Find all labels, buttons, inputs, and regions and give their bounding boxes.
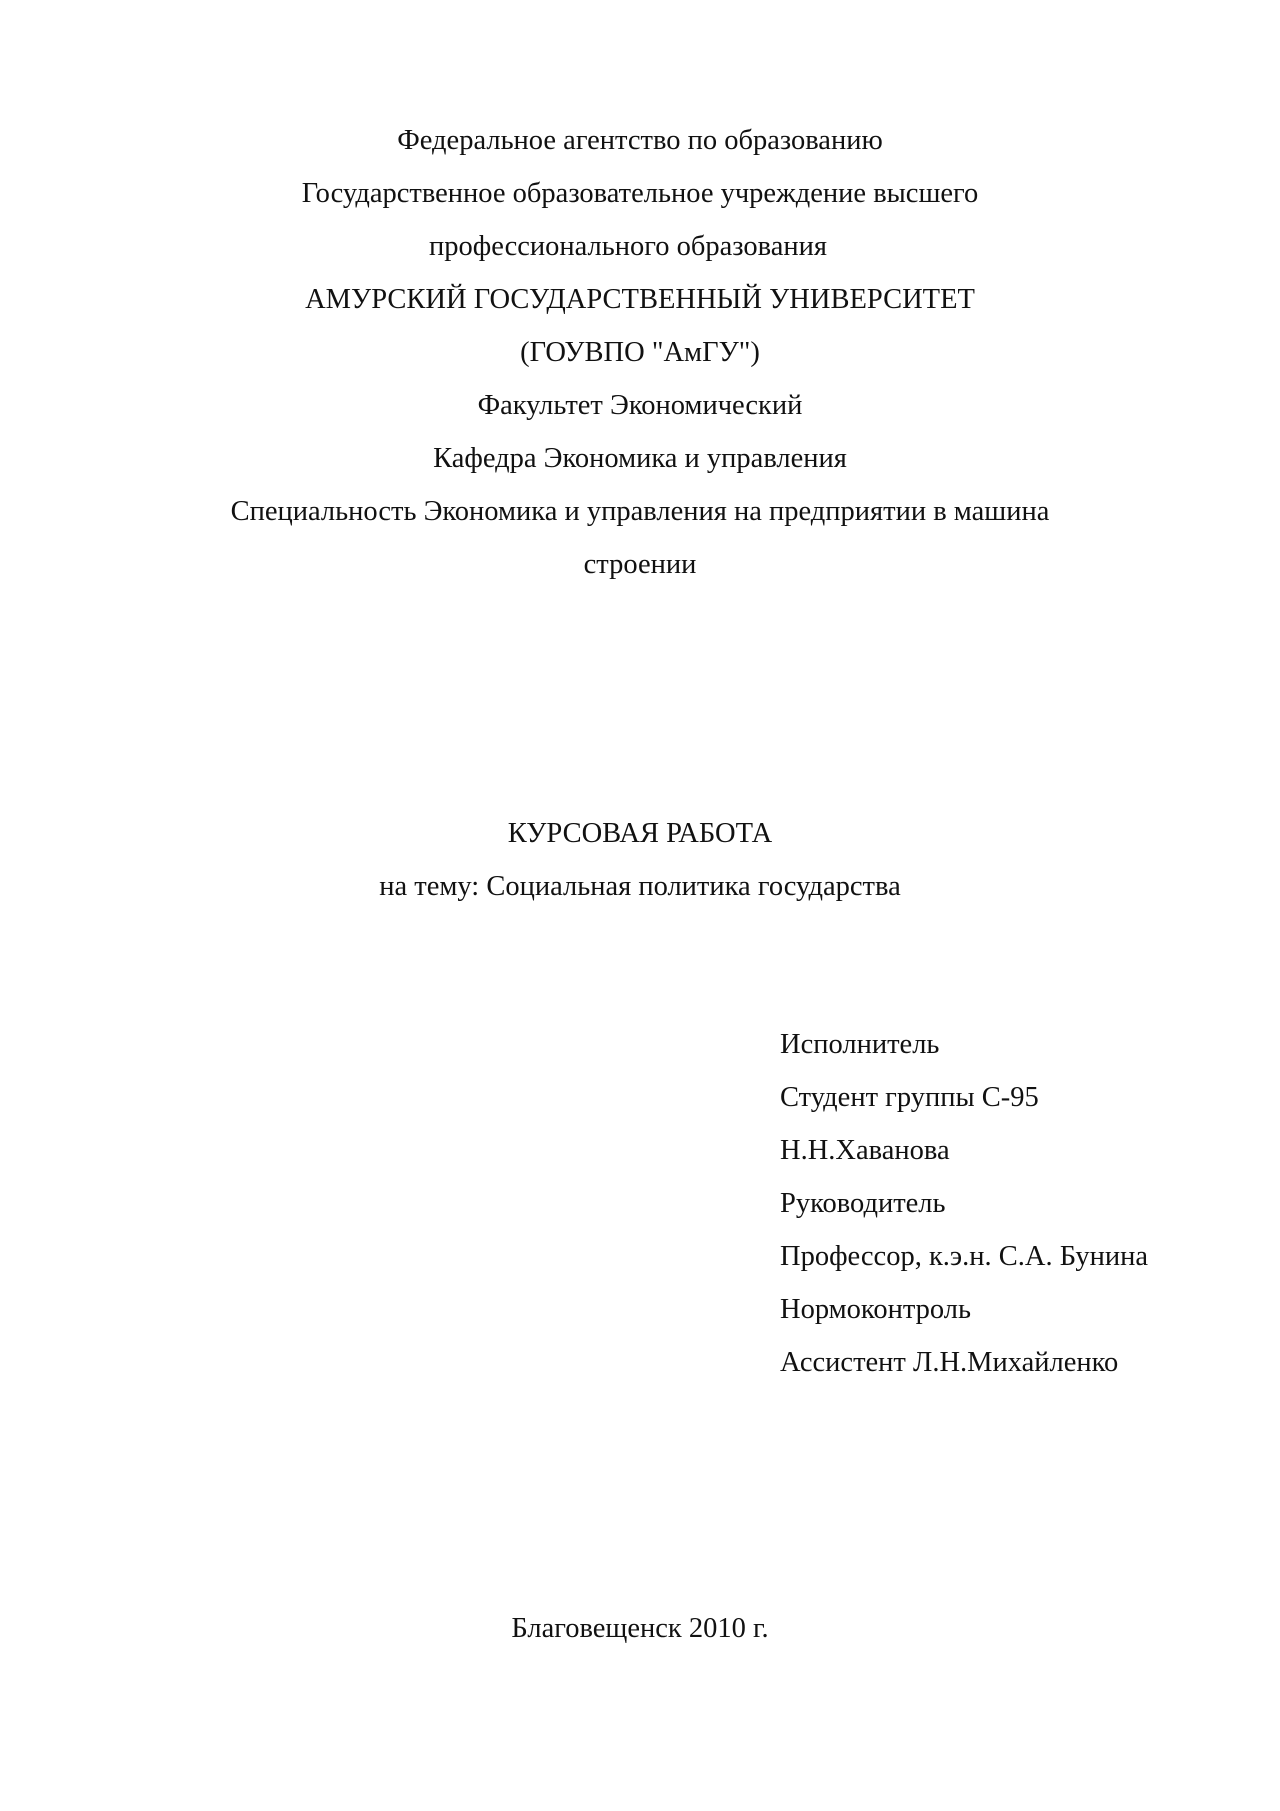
specialty-line-1: Специальность Экономика и управления на предприятии в машина <box>230 496 1050 527</box>
signatory-line: Нормоконтроль <box>780 1294 971 1325</box>
signatory-line: Ассистент Л.Н.Михайленко <box>780 1347 1119 1378</box>
department-line: Кафедра Экономика и управления <box>433 443 847 474</box>
institution-line-1: Государственное образовательное учреждение высшего <box>301 178 979 209</box>
work-topic: на тему: Социальная политика государства <box>379 871 901 902</box>
university-name: АМУРСКИЙ ГОСУДАРСТВЕННЫЙ УНИВЕРСИТЕТ <box>305 284 975 315</box>
university-abbreviation: (ГОУВПО "АмГУ") <box>520 337 760 368</box>
institution-line-2: профессионального образования <box>429 231 827 262</box>
signatory-line: Студент группы С-95 <box>780 1082 1039 1113</box>
signatory-line: Профессор, к.э.н. С.А. Бунина <box>780 1241 1149 1272</box>
city-year-footer: Благовещенск 2010 г. <box>511 1613 769 1644</box>
faculty-line: Факультет Экономический <box>477 390 803 421</box>
signatory-line: Н.Н.Хаванова <box>780 1135 950 1166</box>
signatory-line: Руководитель <box>780 1188 946 1219</box>
agency-line: Федеральное агентство по образованию <box>397 125 883 156</box>
signatory-line: Исполнитель <box>780 1029 940 1060</box>
specialty-line-2: строении <box>583 549 697 580</box>
work-type-title: КУРСОВАЯ РАБОТА <box>507 818 773 849</box>
